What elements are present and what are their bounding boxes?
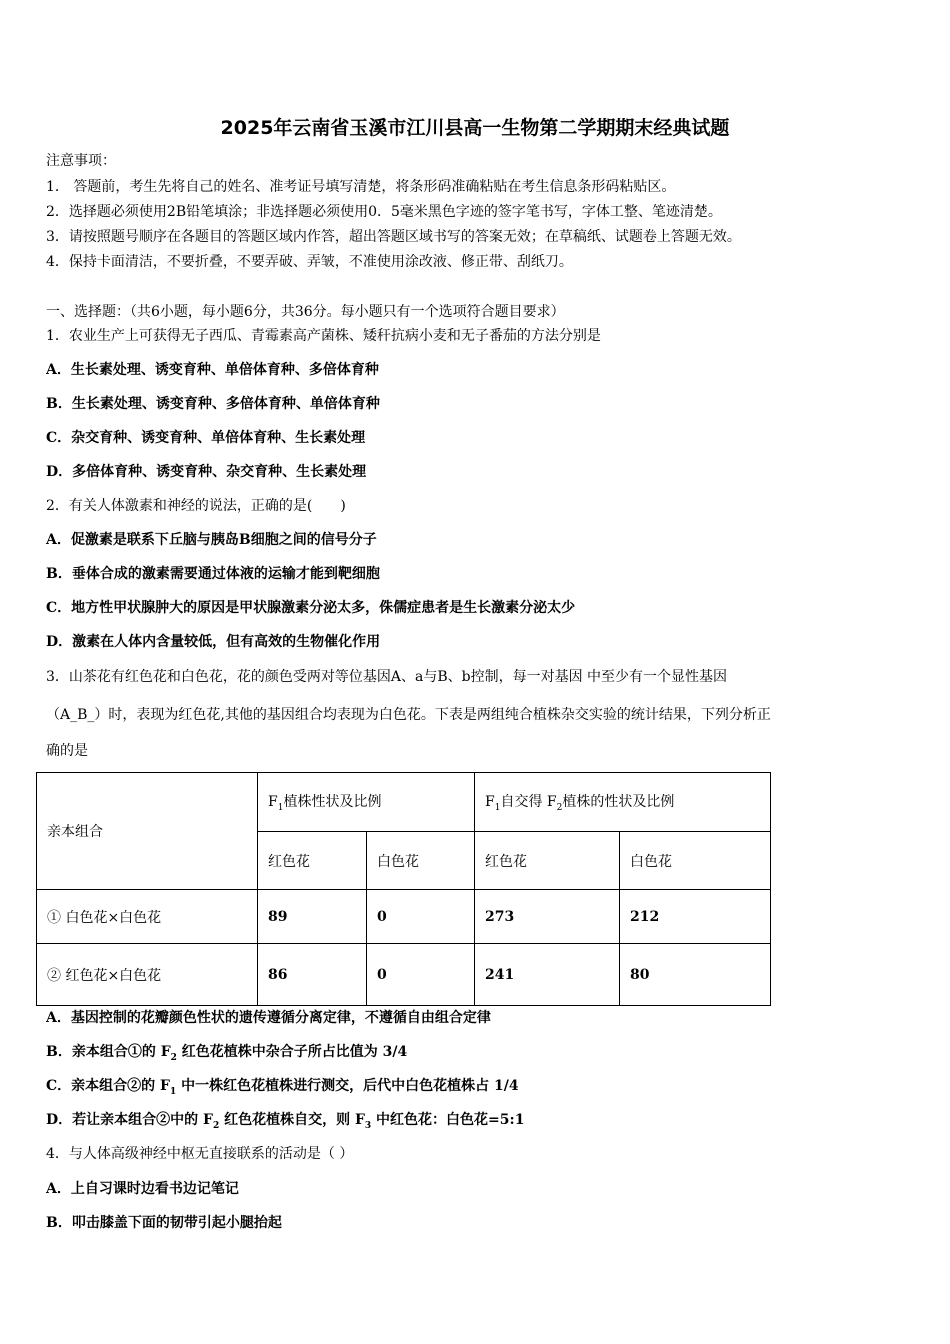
notice-item: 1． 答题前，考生先将自己的姓名、准考证号填写清楚，将条形码准确粘贴在考生信息条形码粘贴区。 [46,179,676,195]
cell-value: 89 [258,890,367,944]
question-2-option-c: C．地方性甲状腺肿大的原因是甲状腺激素分泌太多，侏儒症患者是生长激素分泌太少 [46,600,576,616]
question-1-stem: 1．农业生产上可获得无子西瓜、青霉素高产菌株、矮秆抗病小麦和无子番茄的方法分别是 [46,328,601,344]
cell-value: 0 [367,944,475,1006]
question-2-stem: 2．有关人体激素和神经的说法，正确的是( ) [46,498,346,514]
question-1-option-d: D．多倍体育种、诱变育种、杂交育种、生长素处理 [46,464,367,480]
subheader-f1-red: 红色花 [258,832,367,890]
subheader-f2-red: 红色花 [475,832,620,890]
cell-value: 241 [475,944,620,1006]
cell-value: 80 [620,944,771,1006]
question-4-option-b: B．叩击膝盖下面的韧带引起小腿抬起 [46,1215,282,1231]
subheader-f2-white: 白色花 [620,832,771,890]
cell-value: 212 [620,890,771,944]
question-3-stem-line: （A_B_）时，表现为红色花,其他的基因组合均表现为白色花。下表是两组纯合植株杂交实验的统计结果，下列分析正 [46,707,771,723]
experiment-table [36,772,771,1006]
header-parent-combination: 亲本组合 [37,773,258,890]
question-3-option-d: D．若让亲本组合②中的 $F_2$ 红色花植株自交，则 $F_3$ 中红色花：白色花=5:1 [46,1112,525,1131]
header-f2: $F_1$自交得 $F_2$植株的性状及比例 [475,773,771,832]
question-1-option-c: C．杂交育种、诱变育种、单倍体育种、生长素处理 [46,430,366,446]
cell-value: 273 [475,890,620,944]
question-2-option-b: B．垂体合成的激素需要通过体液的运输才能到靶细胞 [46,566,380,582]
question-1-option-a: A．生长素处理、诱变育种、单倍体育种、多倍体育种 [46,362,379,378]
question-1-option-b: B．生长素处理、诱变育种、多倍体育种、单倍体育种 [46,396,380,412]
page-title: 2025年云南省玉溪市江川县高一生物第二学期期末经典试题 [220,117,730,139]
cell-value: 0 [367,890,475,944]
question-2-option-d: D．激素在人体内含量较低，但有高效的生物催化作用 [46,634,381,650]
question-2-option-a: A．促激素是联系下丘脑与胰岛B细胞之间的信号分子 [46,532,377,548]
subheader-f1-white: 白色花 [367,832,475,890]
question-3-option-c: C．亲本组合②的 $F_1$ 中一株红色花植株进行测交，后代中白色花植株占 1/4 [46,1078,519,1097]
notice-item: 4．保持卡面清洁，不要折叠，不要弄破、弄皱，不准使用涂改液、修正带、刮纸刀。 [46,254,573,270]
header-f1: $F_1$植株性状及比例 [258,773,475,832]
question-4-stem: 4．与人体高级神经中枢无直接联系的活动是（ ） [46,1146,354,1162]
row-label: ② 红色花×白色花 [37,944,258,1006]
notice-heading: 注意事项： [46,153,116,169]
question-3-option-b: B．亲本组合①的 $F_2$ 红色花植株中杂合子所占比值为 3/4 [46,1044,408,1063]
section-heading: 一、选择题：（共6小题，每小题6分，共36分。每小题只有一个选项符合题目要求） [46,304,565,320]
question-3-stem-line: 确的是 [46,743,88,759]
question-3-stem-line: 3．山茶花有红色花和白色花，花的颜色受两对等位基因A、a与B、b控制，每一对基因 中至少有一个显性基因 [46,669,728,685]
notice-item: 3．请按照题号顺序在各题目的答题区域内作答，超出答题区域书写的答案无效；在草稿纸、试题卷上答题无效。 [46,229,741,245]
table-row [37,890,771,944]
cell-value: 86 [258,944,367,1006]
row-label: ① 白色花×白色花 [37,890,258,944]
question-4-option-a: A．上自习课时边看书边记笔记 [46,1181,239,1197]
notice-item: 2．选择题必须使用2B铅笔填涂；非选择题必须使用0．5毫米黑色字迹的签字笔书写，字体工整、笔迹清楚。 [46,204,722,220]
question-3-option-a: A．基因控制的花瓣颜色性状的遗传遵循分离定律，不遵循自由组合定律 [46,1010,491,1026]
table-row [37,944,771,1006]
